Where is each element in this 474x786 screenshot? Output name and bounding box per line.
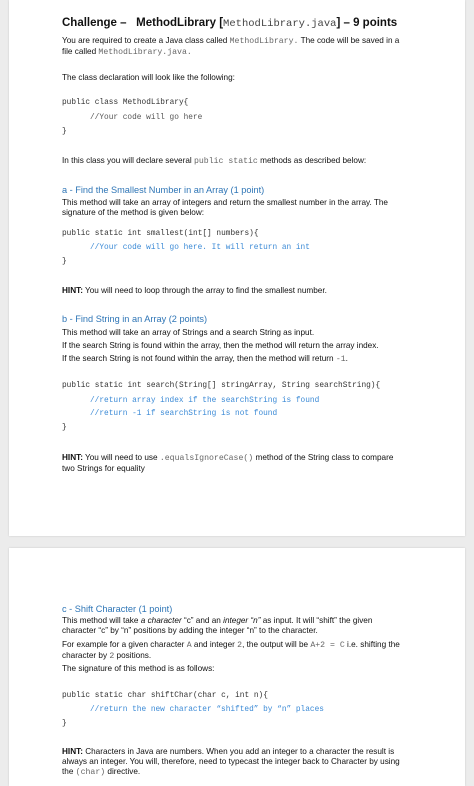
section-b-text: This method will take an array of Strings and a search String as input. <box>62 328 315 337</box>
title-file: MethodLibrary.java <box>223 18 337 30</box>
hint-text: You will need to use <box>82 453 160 462</box>
class-declaration-code: public class MethodLibrary{ <box>62 99 189 107</box>
hint-text: method of the String class to compare <box>253 453 394 462</box>
hint-text: Characters in Java are numbers. When you add an integer to a character the result is <box>82 747 395 756</box>
document-page-2 <box>9 548 465 786</box>
intro-paragraph-3 <box>62 156 465 167</box>
intro-modifier: public static <box>193 157 258 166</box>
section-c-code-close: } <box>62 720 67 728</box>
section-a-code-signature: public static int smallest(int[] numbers){ <box>62 230 259 238</box>
class-declaration-comment: //Your code will go here <box>90 114 203 122</box>
section-c-italic: integer “n” <box>223 616 261 625</box>
hint-method-name: .equalsIgnoreCase() <box>159 454 254 463</box>
section-b-code-comment-1: //return array index if the searchString is found <box>90 397 320 405</box>
section-c-signature-intro: The signature of this method is as follows: <box>62 664 215 673</box>
section-c-text: character “c” by “n” positions by adding the integer “n” to the character. <box>62 626 318 635</box>
section-c-mono: 2 <box>109 652 115 661</box>
section-c-text: i.e. shifting the <box>344 640 400 649</box>
section-c-heading: c - Shift Character (1 point) <box>62 604 173 614</box>
hint-cast: (char) <box>75 768 106 777</box>
hint-text: directive. <box>105 767 141 776</box>
title-challenge: Challenge – <box>62 17 127 29</box>
section-a-code-close: } <box>62 258 67 266</box>
hint-text: You will need to loop through the array to find the smallest number. <box>82 286 327 295</box>
section-b-code-signature: public static int search(String[] stringArray, String searchString){ <box>62 382 381 390</box>
intro-text: You are required to create a Java class called <box>62 36 230 45</box>
section-b-description <box>62 326 465 366</box>
hint-label: HINT: <box>62 747 83 756</box>
hint-text: always an integer. You will, therefore, need to typecast the integer back to Character by using <box>62 757 400 766</box>
hint-text: two Strings for equality <box>62 464 145 473</box>
section-b-return-value: -1 <box>335 355 346 364</box>
intro-text: file called <box>62 47 99 56</box>
section-a-text: signature of the method is given below: <box>62 208 205 217</box>
section-c-text: positions. <box>114 651 152 660</box>
section-c-mono: A <box>186 641 192 650</box>
section-c-text: For example for a given character <box>62 640 187 649</box>
section-b-text: If the search String is not found within the array, then the method will return <box>62 354 336 363</box>
section-a-description <box>62 198 465 218</box>
section-c-text: , the output will be <box>242 640 311 649</box>
section-c-mono: A+2 = C <box>310 641 345 650</box>
title-points: ] – 9 points <box>336 17 398 29</box>
section-b-text: If the search String is found within the array, then the method will return the array index. <box>62 341 379 350</box>
section-c-code-signature: public static char shiftChar(char c, int n){ <box>62 692 268 700</box>
page-title <box>62 17 465 30</box>
section-c-italic: a character <box>140 616 182 625</box>
section-c-description <box>62 616 465 636</box>
section-b-hint <box>62 453 465 474</box>
hint-label: HINT: <box>62 286 83 295</box>
title-class-name: MethodLibrary [ <box>136 17 224 29</box>
intro-text: In this class you will declare several <box>62 156 194 165</box>
section-c-hint <box>62 747 465 778</box>
section-b-heading: b - Find String in an Array (2 points) <box>62 314 208 324</box>
section-c-code-comment: //return the new character “shifted” by “n” places <box>90 706 324 714</box>
section-c-text: “c” and an <box>181 616 224 625</box>
document-page-1 <box>9 0 465 536</box>
section-c-text: as input. It will “shift” the given <box>260 616 373 625</box>
section-b-code-comment-2: //return -1 if searchString is not found <box>90 410 278 418</box>
class-declaration-close: } <box>62 128 67 136</box>
section-a-heading: a - Find the Smallest Number in an Array (1 point) <box>62 185 265 195</box>
section-a-hint <box>62 286 465 296</box>
section-c-example <box>62 640 465 662</box>
section-b-code-close: } <box>62 424 67 432</box>
intro-class-name: MethodLibrary. <box>229 37 299 46</box>
intro-file-name: MethodLibrary.java. <box>98 48 192 57</box>
section-c-mono: 2 <box>237 641 243 650</box>
section-a-code-comment: //Your code will go here. It will return an int <box>90 244 310 252</box>
section-a-text: This method will take an array of integers and return the smallest number in the array. The <box>62 198 388 207</box>
section-c-text: character by <box>62 651 110 660</box>
hint-text: the <box>62 767 76 776</box>
intro-text: The code will be saved in a <box>298 36 400 45</box>
intro-paragraph-1 <box>62 36 465 58</box>
section-c-text: and integer <box>191 640 238 649</box>
intro-text: methods as described below: <box>257 156 367 165</box>
hint-label: HINT: <box>62 453 83 462</box>
intro-paragraph-2: The class declaration will look like the following: <box>62 73 235 82</box>
section-c-text: This method will take <box>62 616 141 625</box>
section-b-text: . <box>345 354 348 363</box>
